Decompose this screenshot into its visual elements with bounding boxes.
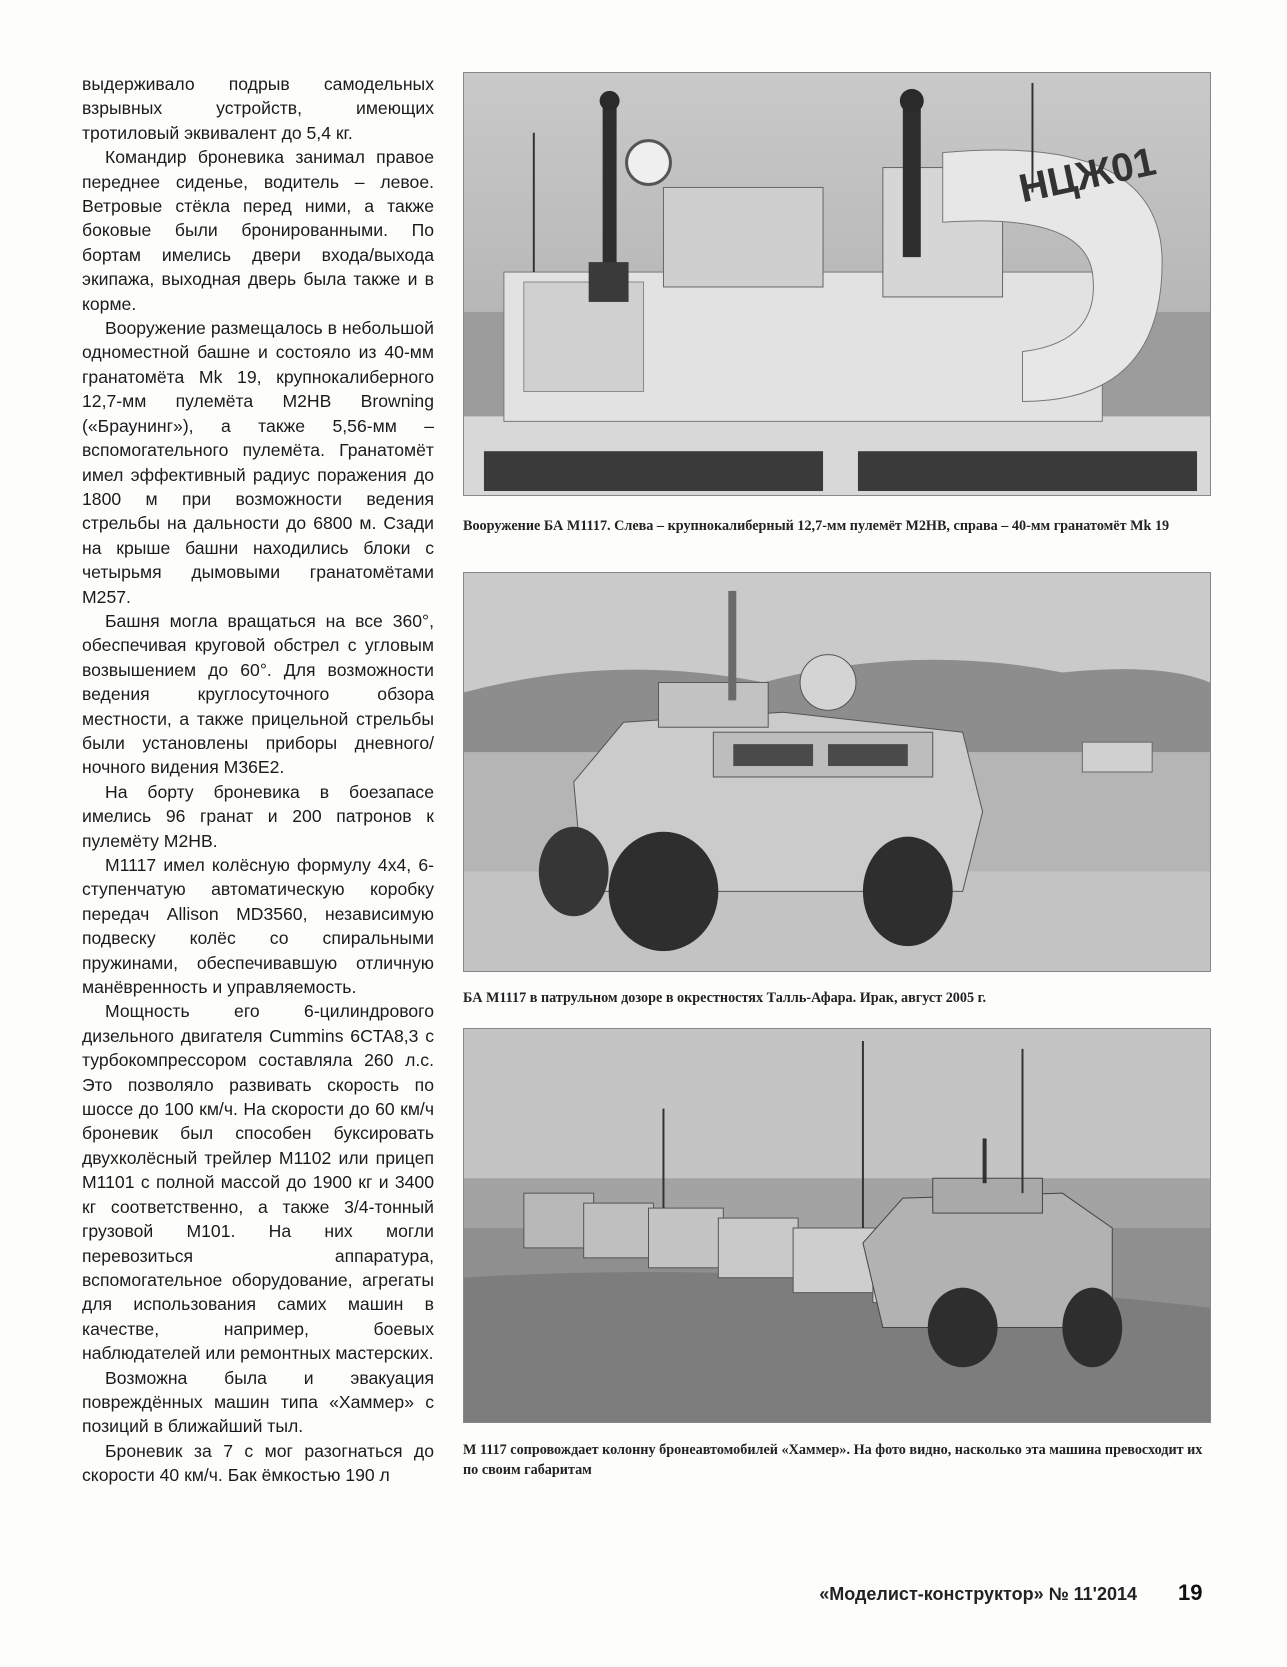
article-paragraph: Башня могла вращаться на все 360°, обеспечивая круговой обстрел с угловым возвышением до 60°. Для возможности ведения круглосуточного обзора местности, а также прицельной стрельбы были установлены приборы дневного/ночного видения M36E2. — [82, 610, 434, 778]
photo-caption: М 1117 сопровождает колонну бронеавтомобилей «Хаммер». На фото видно, насколько эта машина превосходит их по своим габаритам — [463, 1442, 1203, 1478]
article-paragraph: Вооружение размещалось в небольшой одноместной башне и состояло из 40-мм гранатомёта Mk 19, крупнокалиберного 12,7-мм пулемёта M2HB Browning («Браунинг»), а также 5,56-мм – вспомогательного пулемёта. Гранатомёт имел эффективный радиус поражения до 1800 м при возможности ведения стрельбы на дальности до 6800 м. Сзади на крыше башни находились блоки с четырьмя дымовыми гранатомётами M257. — [82, 318, 434, 607]
article-paragraph: Возможна была и эвакуация повреждённых машин типа «Хаммер» с позиций в ближайший тыл. — [82, 1367, 434, 1437]
article-paragraph: Броневик за 7 с мог разогнаться до скорости 40 км/ч. Бак ёмкостью 190 л — [82, 1440, 434, 1486]
photo-convoy — [463, 1028, 1211, 1423]
article-paragraph: Мощность его 6-цилиндрового дизельного двигателя Cummins 6CTA8,3 с турбокомпрессором составляла 260 л.с. Это позволяло развивать скорость по шоссе до 100 км/ч. На скорости до 60 км/ч броневик был способен буксировать двухколёсный трейлер M1102 или прицеп M1101 с полной массой до 1900 кг и 3400 кг соответственно, а также 3/4-тонный грузовой M101. На них могли перевозиться аппаратура, вспомогательное оборудование, агрегаты для использования самих машин в качестве, например, боевых наблюдателей или ремонтных мастерских. — [82, 1001, 434, 1364]
photo-vehicle-patrol — [463, 572, 1211, 972]
magazine-footer: «Моделист-конструктор» № 11'2014 — [819, 1584, 1137, 1604]
article-paragraph: M1117 имел колёсную формулу 4x4, 6-ступенчатую автоматическую коробку передач Allison MD3560, независимую подвеску колёс со спиральными пружинами, обеспечивавшую отличную манёвренность и управляемость. — [82, 855, 434, 998]
page-number: 19 — [1178, 1580, 1203, 1605]
article-paragraph: На борту броневика в боезапасе имелись 96 гранат и 200 патронов к пулемёту M2HB. — [82, 781, 434, 851]
article-paragraph: выдерживало подрыв самодельных взрывных устройств, имеющих тротиловый эквивалент до 5,4 кг. — [82, 74, 434, 143]
photo-caption: БА M1117 в патрульном дозоре в окрестностях Талль-Афара. Ирак, август 2005 г. — [463, 990, 987, 1006]
article-text-column — [82, 72, 434, 1488]
hull-marking: НЦЖ01 — [1015, 139, 1160, 212]
photo-caption: Вооружение БА M1117. Слева – крупнокалиберный 12,7-мм пулемёт M2HB, справа – 40-мм гранатомёт Mk 19 — [463, 518, 1170, 534]
article-paragraph: Командир броневика занимал правое переднее сиденье, водитель – левое. Ветровые стёкла перед ними, а также боковые были бронированными. По бортам имелись двери входа/выхода экипажа, выходная дверь была также и в корме. — [82, 147, 434, 314]
photo-turret-armament — [463, 72, 1211, 496]
